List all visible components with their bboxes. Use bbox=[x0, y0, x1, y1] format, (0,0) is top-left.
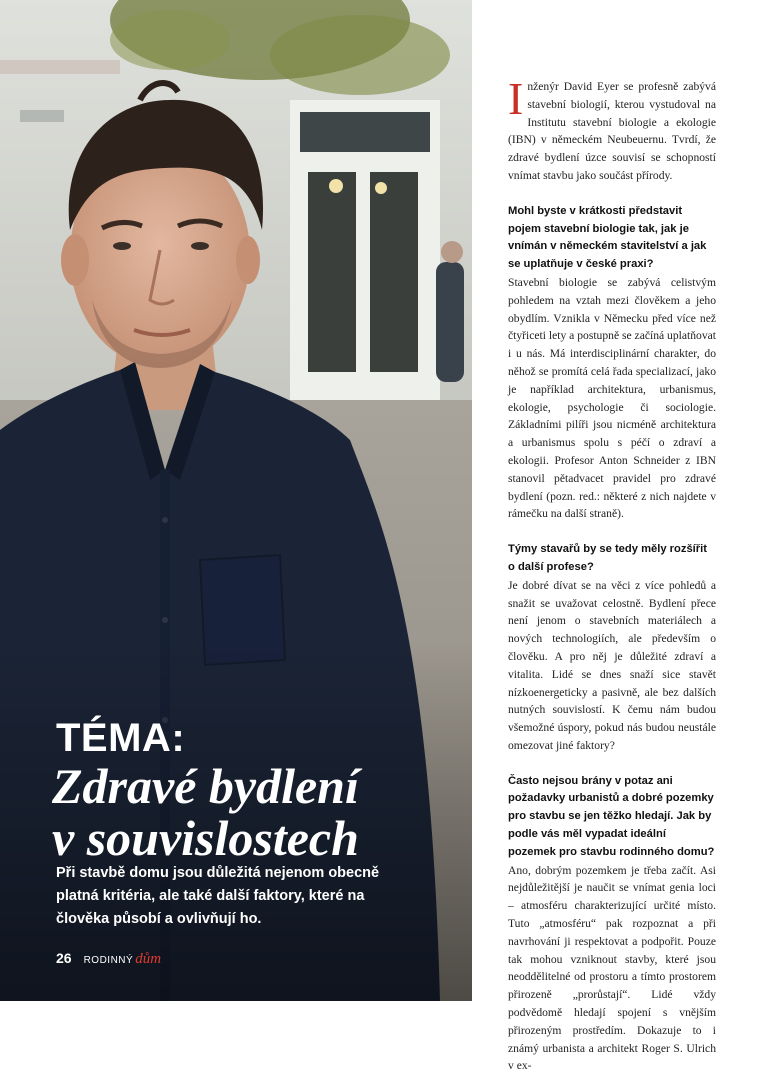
headline bbox=[52, 760, 472, 864]
headline-line-1: Zdravé bydlení bbox=[52, 758, 359, 814]
headline-line-2: v souvislostech bbox=[52, 810, 359, 866]
answer-3: Ano, dobrým pozemkem je třeba začít. Asi nejdůležitější je naučit se vnímat genia loci – atmosféru charakterizující určité místo. Tuto „atmosféru“ pak rozpoznat a při navrhování ji respektovat a podpořit. Pouze tak mohou vzniknout stavby, které jsou neoddělitelné od prostoru a tímto prostorem přirozeně „prorůstají“. Lidé vždy podvědomě hledají spojení s vnějším přirozeným prostředím. Dokazuje to i známý urbanista a architekt Roger S. Ulrich v ex- bbox=[508, 863, 716, 1073]
magazine-logo-accent: dům bbox=[135, 951, 162, 967]
page-number: 26 bbox=[56, 950, 72, 966]
question-1: Mohl byste v krátkosti představit pojem stavební biologie tak, jak je vnímán v německém stavitelství a jak se uplatňuje v české praxi? bbox=[508, 204, 707, 271]
answer-1: Stavební biologie se zabývá celistvým pohledem na vztah mezi člověkem a jeho obydlím. Vznikla v Německu před více než čtyřiceti lety a postupně se začíná uplatňovat i u nás. Má interdisciplinární charakter, do něhož se promítá celá řada specializací, jako je například architektura, urbanismus, ekologie, psychologie či sociologie. Základními pilíři jsou nicméně architektura a urbanismus spolu s péčí o zdraví a ekologii. Profesor Anton Schneider z IBN stanovil pětadvacet pravidel pro zdravé bydlení (pozn. red.: některé z nich najdete v rámečku na další straně). bbox=[508, 275, 716, 521]
lead-text: nženýr David Eyer se profesně zabývá stavební biologií, kterou vystudoval na Institutu stavební biologie a ekologie (IBN) v německém Neubeuernu. Tvrdí, že zdravé bydlení úzce souvisí se schopností vnímat stavbu jako součást přírody. bbox=[508, 80, 716, 182]
question-3: Často nejsou brány v potaz ani požadavky urbanistů a dobré pozemky pro stavbu se jen těžko hledají. Jak by podle vás měl vypadat ideální pozemek pro stavbu rodinného domu? bbox=[508, 774, 715, 858]
lead-paragraph bbox=[508, 73, 716, 185]
page-footer bbox=[56, 950, 161, 970]
article-column bbox=[508, 73, 716, 1075]
answer-2: Je dobré dívat se na věci z více pohledů a snažit se uvažovat celostně. Bydlení přece není jenom o stavebních materiálech a nových technologiích, ale především o člověku. A pro něj je důležité zdraví a vitalita. Lidé se dnes snaží sice stavět nízkoenergeticky a pasivně, ale bez dalších nutných souvislostí. K čemu nám budou všemožné úspory, pokud nás budou neustále omezovat jiné faktory? bbox=[508, 578, 716, 752]
question-2: Týmy stavařů by se tedy měly rozšířit o další profese? bbox=[508, 543, 707, 573]
drop-cap: I bbox=[508, 73, 524, 124]
perex: Při stavbě domu jsou důležitá nejenom obecně platná kritéria, ale také další faktory, které na člověka působí a ovlivňují ho. bbox=[56, 865, 380, 927]
section-label: TÉMA: bbox=[56, 716, 186, 760]
magazine-name: RODINNÝ bbox=[83, 955, 134, 966]
